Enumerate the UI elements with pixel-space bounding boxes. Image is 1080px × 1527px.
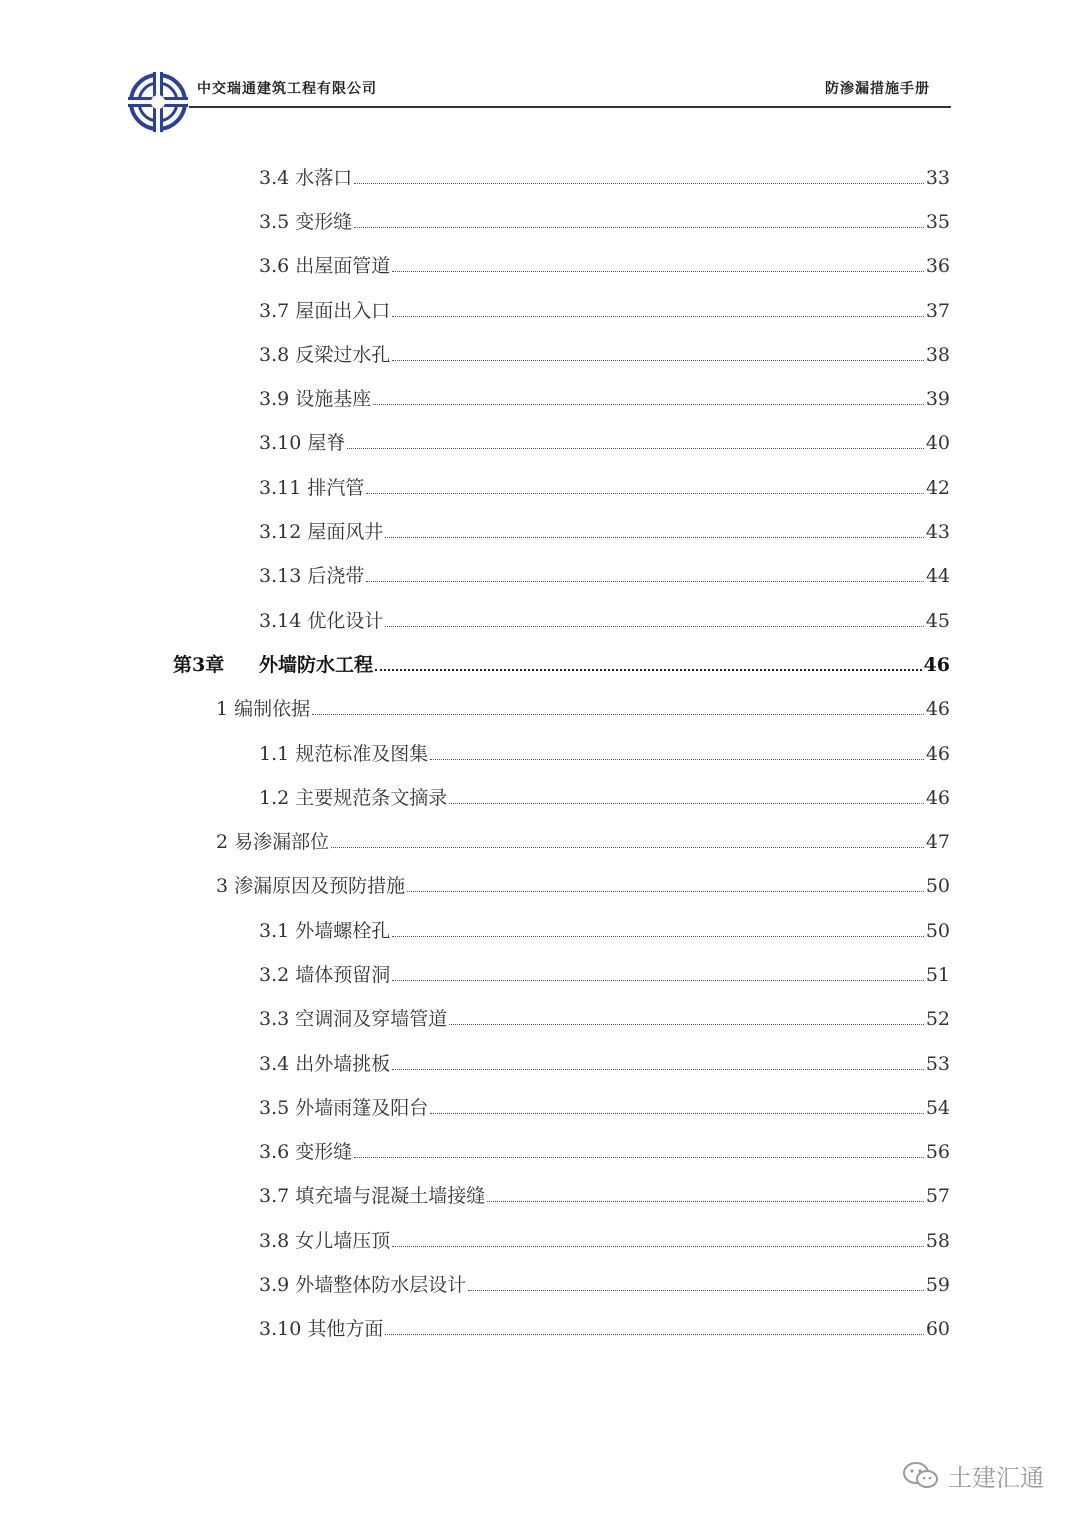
toc-entry-label: 3.10 屋脊: [259, 432, 346, 455]
toc-page-number: 35: [925, 210, 950, 233]
toc-page-number: 46: [925, 698, 950, 721]
toc-page-number: 40: [925, 432, 950, 455]
toc-page-number: 36: [925, 255, 950, 278]
toc-leader-dots: [366, 580, 923, 582]
toc-entry[interactable]: [0, 774, 1080, 818]
toc-entry-label: 3.5 变形缝: [259, 210, 353, 233]
header-divider: [189, 106, 951, 108]
toc-entry[interactable]: [0, 553, 1080, 597]
toc-entry[interactable]: [0, 951, 1080, 995]
toc-entry[interactable]: [0, 375, 1080, 419]
toc-entry-label: 3.5 外墙雨篷及阳台: [259, 1096, 429, 1119]
toc-entry-label: 3.4 水落口: [259, 166, 353, 189]
toc-page-number: 46: [923, 653, 950, 676]
toc-page-number: 58: [925, 1229, 950, 1252]
toc-leader-dots: [385, 1333, 923, 1335]
toc-leader-dots: [366, 492, 923, 494]
toc-page-number: 46: [925, 742, 950, 765]
toc-leader-dots: [375, 668, 922, 671]
toc-entry-label: 3.4 出外墙挑板: [259, 1052, 391, 1075]
toc-leader-dots: [347, 447, 923, 449]
toc-entry-label: 3.8 女儿墙压顶: [259, 1229, 391, 1252]
toc-entry-label: 3.7 屋面出入口: [259, 299, 391, 322]
toc-page-number: 59: [925, 1274, 950, 1297]
toc-page-number: 50: [925, 919, 950, 942]
toc-entry[interactable]: [0, 243, 1080, 287]
toc-entry[interactable]: [0, 1040, 1080, 1084]
toc-entry-label: 1.2 主要规范条文摘录: [259, 786, 448, 809]
toc-page-number: 38: [925, 343, 950, 366]
toc-page-number: 60: [925, 1318, 950, 1341]
toc-entry[interactable]: [0, 198, 1080, 242]
toc-leader-dots: [468, 1289, 924, 1291]
toc-entry-label: 3.8 反梁过水孔: [259, 343, 391, 366]
toc-entry[interactable]: [0, 464, 1080, 508]
toc-entry[interactable]: [0, 287, 1080, 331]
toc-leader-dots: [407, 890, 924, 892]
toc-page-number: 50: [925, 875, 950, 898]
toc-leader-dots: [430, 1112, 924, 1114]
toc-entry-label: 3.10 其他方面: [259, 1318, 384, 1341]
toc-page-number: 56: [925, 1141, 950, 1164]
toc-entry[interactable]: [0, 154, 1080, 198]
toc-leader-dots: [430, 758, 924, 760]
toc-entry[interactable]: [0, 1217, 1080, 1261]
toc-entry[interactable]: [0, 686, 1080, 730]
toc-entry-label: 3 渗漏原因及预防措施: [216, 875, 406, 898]
toc-entry[interactable]: [0, 1306, 1080, 1350]
toc-entry-label: 3.13 后浇带: [259, 565, 365, 588]
toc-entry-label: 2 易渗漏部位: [216, 831, 330, 854]
toc-leader-dots: [449, 1023, 924, 1025]
toc-entry-label: 3.6 出屋面管道: [259, 255, 391, 278]
toc-leader-dots: [385, 625, 923, 627]
toc-leader-dots: [354, 226, 924, 228]
toc-leader-dots: [312, 713, 924, 715]
toc-leader-dots: [354, 182, 924, 184]
toc-page-number: 46: [925, 786, 950, 809]
wechat-icon: [902, 1460, 940, 1492]
toc-leader-dots: [392, 979, 924, 981]
toc-page-number: 47: [925, 831, 950, 854]
toc-entry[interactable]: [0, 730, 1080, 774]
table-of-contents: [0, 154, 1080, 1350]
toc-page-number: 43: [925, 521, 950, 544]
toc-page-number: 39: [925, 388, 950, 411]
toc-page-number: 33: [925, 166, 950, 189]
toc-page-number: 42: [925, 476, 950, 499]
toc-entry[interactable]: [0, 818, 1080, 862]
toc-page-number: 37: [925, 299, 950, 322]
toc-page-number: 44: [925, 565, 950, 588]
toc-leader-dots: [331, 846, 924, 848]
toc-leader-dots: [385, 536, 923, 538]
toc-entry[interactable]: [0, 863, 1080, 907]
toc-entry-label: 3.2 墙体预留洞: [259, 963, 391, 986]
toc-leader-dots: [487, 1200, 924, 1202]
toc-leader-dots: [392, 315, 924, 317]
toc-entry[interactable]: [0, 907, 1080, 951]
toc-entry[interactable]: [0, 1129, 1080, 1173]
toc-page-number: 57: [925, 1185, 950, 1208]
toc-leader-dots: [373, 403, 924, 405]
toc-entry[interactable]: [0, 1173, 1080, 1217]
toc-entry-label: 3.9 设施基座: [259, 388, 372, 411]
cccc-logo-icon: [126, 70, 190, 134]
toc-entry[interactable]: [0, 508, 1080, 552]
toc-leader-dots: [392, 270, 924, 272]
toc-entry[interactable]: [0, 996, 1080, 1040]
watermark-text: 土建汇通: [948, 1464, 1044, 1492]
toc-entry-label: 1.1 规范标准及图集: [259, 742, 429, 765]
toc-entry-label: 3.3 空调洞及穿墙管道: [259, 1008, 448, 1031]
toc-entry-label: 3.11 排汽管: [259, 476, 365, 499]
manual-title: 防渗漏措施手册: [825, 81, 930, 97]
page-header: [0, 0, 1080, 140]
toc-page-number: 52: [925, 1008, 950, 1031]
toc-leader-dots: [354, 1156, 924, 1158]
toc-entry[interactable]: [0, 331, 1080, 375]
toc-chapter-entry[interactable]: [0, 641, 1080, 685]
toc-entry-label: 3.7 填充墙与混凝土墙接缝: [259, 1185, 486, 1208]
toc-entry-label: 3.14 优化设计: [259, 609, 384, 632]
toc-page-number: 45: [925, 609, 950, 632]
toc-entry[interactable]: [0, 597, 1080, 641]
toc-entry-label: 1 编制依据: [216, 698, 311, 721]
toc-entry[interactable]: [0, 420, 1080, 464]
toc-leader-dots: [449, 802, 924, 804]
toc-entry-label: [173, 650, 373, 677]
toc-leader-dots: [392, 1068, 924, 1070]
toc-page-number: 51: [925, 963, 950, 986]
watermark: [902, 1458, 1044, 1493]
toc-entry[interactable]: [0, 1261, 1080, 1305]
toc-leader-dots: [392, 935, 924, 937]
toc-page-number: 53: [925, 1052, 950, 1075]
toc-entry[interactable]: [0, 1084, 1080, 1128]
toc-leader-dots: [392, 1245, 924, 1247]
toc-chapter-title: 外墙防水工程: [259, 653, 374, 676]
toc-entry-label: 3.12 屋面风井: [259, 521, 384, 544]
toc-entry-label: 3.1 外墙螺栓孔: [259, 919, 391, 942]
toc-entry-label: 3.9 外墙整体防水层设计: [259, 1274, 467, 1297]
toc-leader-dots: [392, 359, 924, 361]
toc-page-number: 54: [925, 1096, 950, 1119]
toc-chapter-number: 第3章: [173, 653, 225, 676]
toc-entry-label: 3.6 变形缝: [259, 1141, 353, 1164]
company-name: 中交瑞通建筑工程有限公司: [197, 81, 377, 97]
